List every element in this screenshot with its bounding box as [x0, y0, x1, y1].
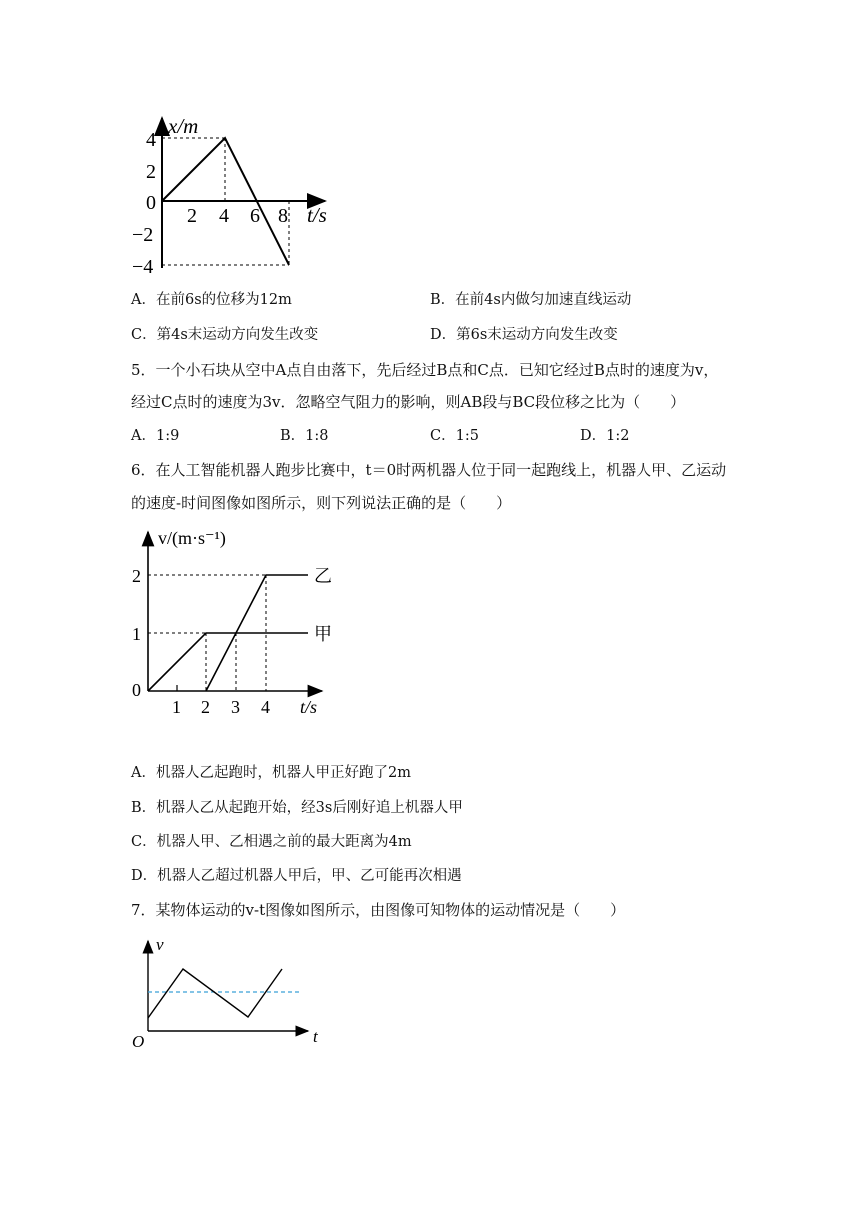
x-axis-label: t: [313, 1027, 318, 1046]
y-axis-label: x/m: [168, 114, 199, 138]
y-tick: 1: [132, 624, 141, 644]
series-yi-label: 乙: [314, 566, 332, 586]
y-tick: 2: [132, 566, 141, 586]
q4-option-d: D．第6s末运动方向发生改变: [430, 327, 618, 343]
y-axis-label: v: [156, 935, 164, 954]
q7-stem-line1: 7．某物体运动的v-t图像如图所示，由图像可知物体的运动情况是（ ）: [131, 901, 626, 919]
graph-v-t-object: [0, 935, 860, 1055]
x-tick: 6: [250, 205, 260, 227]
series-jia-line: [148, 633, 308, 691]
q6-option-a: A．机器人乙起跑时，机器人甲正好跑了2m: [131, 765, 411, 781]
y-tick: −2: [132, 224, 154, 246]
y-tick: 0: [146, 192, 156, 214]
x-tick: 8: [278, 205, 288, 227]
q5-option-d: D．1:2: [580, 428, 630, 444]
x-tick: 4: [261, 697, 270, 717]
y-tick: 2: [146, 161, 156, 183]
x-axis-label: t/s: [300, 697, 318, 717]
x-axis-label: t/s: [307, 203, 327, 227]
q6-stem-line2: 的速度-时间图像如图所示，则下列说法正确的是（ ）: [131, 494, 512, 512]
q5-stem-line1: 5．一个小石块从空中A点自由落下，先后经过B点和C点．已知它经过B点时的速度为v，: [131, 361, 719, 379]
x-tick: 2: [201, 697, 210, 717]
y-tick: 0: [132, 680, 141, 700]
q6-option-d: D．机器人乙超过机器人甲后，甲、乙可能再次相遇: [131, 868, 462, 884]
q4-option-a: A．在前6s的位移为12m: [131, 292, 292, 308]
y-tick: 4: [146, 129, 156, 151]
velocity-line: [148, 969, 282, 1018]
graph-x-t: [0, 0, 860, 290]
q5-option-b: B．1:8: [280, 428, 329, 444]
q5-stem-line2: 经过C点时的速度为3v．忽略空气阻力的影响，则AB段与BC段位移之比为（ ）: [131, 393, 686, 411]
series-jia-label: 甲: [314, 624, 332, 644]
x-tick: 1: [172, 697, 181, 717]
x-tick: 2: [187, 205, 197, 227]
origin-label: O: [132, 1032, 145, 1051]
y-tick: −4: [132, 256, 154, 278]
y-axis-label: v/(m·s⁻¹): [158, 528, 226, 548]
graph-v-t-robots: [0, 520, 860, 750]
q6-stem-line1: 6．在人工智能机器人跑步比赛中，t＝0时两机器人位于同一起跑线上，机器人甲、乙运动: [131, 461, 727, 479]
q5-option-a: A．1:9: [131, 428, 180, 444]
q4-option-c: C．第4s末运动方向发生改变: [131, 327, 319, 343]
q5-option-c: C．1:5: [430, 428, 479, 444]
q6-option-b: B．机器人乙从起跑开始，经3s后刚好追上机器人甲: [131, 800, 463, 816]
x-tick: 3: [231, 697, 240, 717]
x-tick: 4: [219, 205, 229, 227]
q4-option-b: B．在前4s内做匀加速直线运动: [430, 292, 632, 308]
q6-option-c: C．机器人甲、乙相遇之前的最大距离为4m: [131, 834, 412, 850]
